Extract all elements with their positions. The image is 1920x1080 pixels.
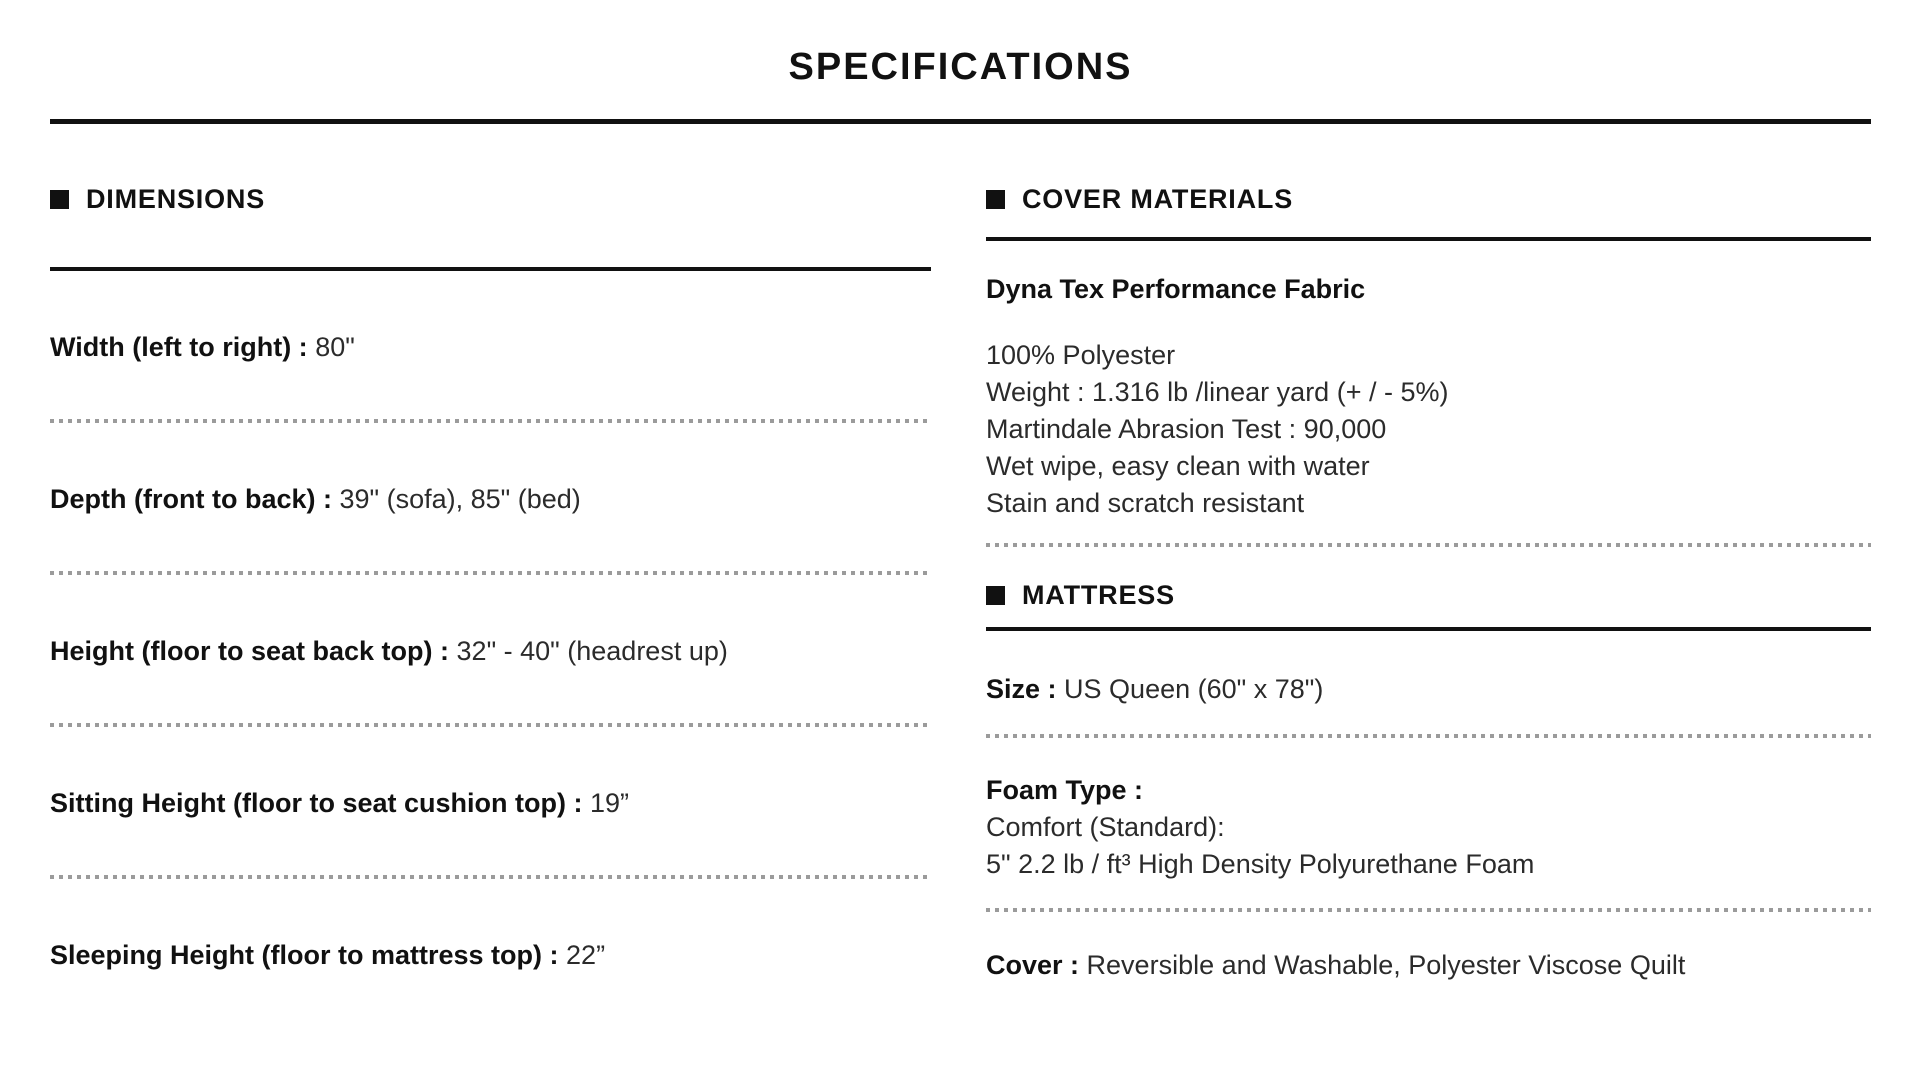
foam-type-line: Comfort (Standard):	[986, 812, 1225, 842]
dimensions-heading	[50, 184, 931, 215]
dimension-label: Height (floor to seat back top) :	[50, 636, 450, 666]
cover-materials-heading-rule	[986, 237, 1871, 241]
foam-type-label: Foam Type :	[986, 775, 1144, 805]
row-divider	[986, 908, 1871, 912]
dimensions-section	[50, 124, 931, 1011]
fabric-details-list	[986, 337, 1871, 522]
fabric-detail-line: Martindale Abrasion Test : 90,000	[986, 414, 1387, 444]
dimensions-heading-label: DIMENSIONS	[86, 184, 266, 214]
dimension-value: 19”	[589, 788, 629, 818]
mattress-cover-label: Cover :	[986, 950, 1080, 980]
spec-columns	[50, 124, 1871, 1011]
dimension-row-depth	[50, 423, 931, 571]
mattress-heading-rule	[986, 627, 1871, 631]
right-column	[986, 124, 1871, 981]
fabric-detail-line: Weight : 1.316 lb /linear yard (+ / - 5%)	[986, 377, 1449, 407]
page-title: SPECIFICATIONS	[788, 46, 1133, 88]
dimension-row-width	[50, 271, 931, 419]
dimension-value: 80"	[315, 332, 355, 362]
dimension-value: 32" - 40" (headrest up)	[456, 636, 728, 666]
mattress-foam-block	[986, 772, 1871, 883]
dimension-value: 22”	[566, 940, 606, 970]
dimension-row-sitting-height	[50, 727, 931, 875]
dimension-row-sleeping-height	[50, 879, 931, 1011]
row-divider	[986, 734, 1871, 738]
fabric-detail-line: 100% Polyester	[986, 340, 1176, 370]
dimension-label: Sleeping Height (floor to mattress top) :	[50, 940, 559, 970]
mattress-cover-value: Reversible and Washable, Polyester Viscose Quilt	[1086, 950, 1686, 980]
mattress-heading	[986, 580, 1871, 611]
dimension-value: 39" (sofa), 85" (bed)	[339, 484, 581, 514]
fabric-detail-line: Stain and scratch resistant	[986, 488, 1305, 518]
fabric-name: Dyna Tex Performance Fabric	[986, 274, 1366, 304]
dimension-label: Depth (front to back) :	[50, 484, 332, 514]
dimension-label: Width (left to right) :	[50, 332, 308, 362]
square-bullet-icon	[986, 190, 1005, 209]
cover-materials-heading-label: COVER MATERIALS	[1022, 184, 1294, 214]
fabric-detail-line: Wet wipe, easy clean with water	[986, 451, 1370, 481]
cover-materials-heading	[986, 184, 1871, 215]
mattress-heading-label: MATTRESS	[1022, 580, 1175, 610]
row-divider	[986, 543, 1871, 547]
mattress-cover-row	[986, 949, 1871, 981]
mattress-size-value: US Queen (60" x 78")	[1064, 674, 1324, 704]
dimension-label: Sitting Height (floor to seat cushion top) :	[50, 788, 583, 818]
foam-type-line: 5" 2.2 lb / ft³ High Density Polyurethane Foam	[986, 849, 1535, 879]
mattress-size-label: Size :	[986, 674, 1057, 704]
dimension-row-height	[50, 575, 931, 723]
square-bullet-icon	[986, 586, 1005, 605]
mattress-size-row	[986, 673, 1871, 705]
square-bullet-icon	[50, 190, 69, 209]
